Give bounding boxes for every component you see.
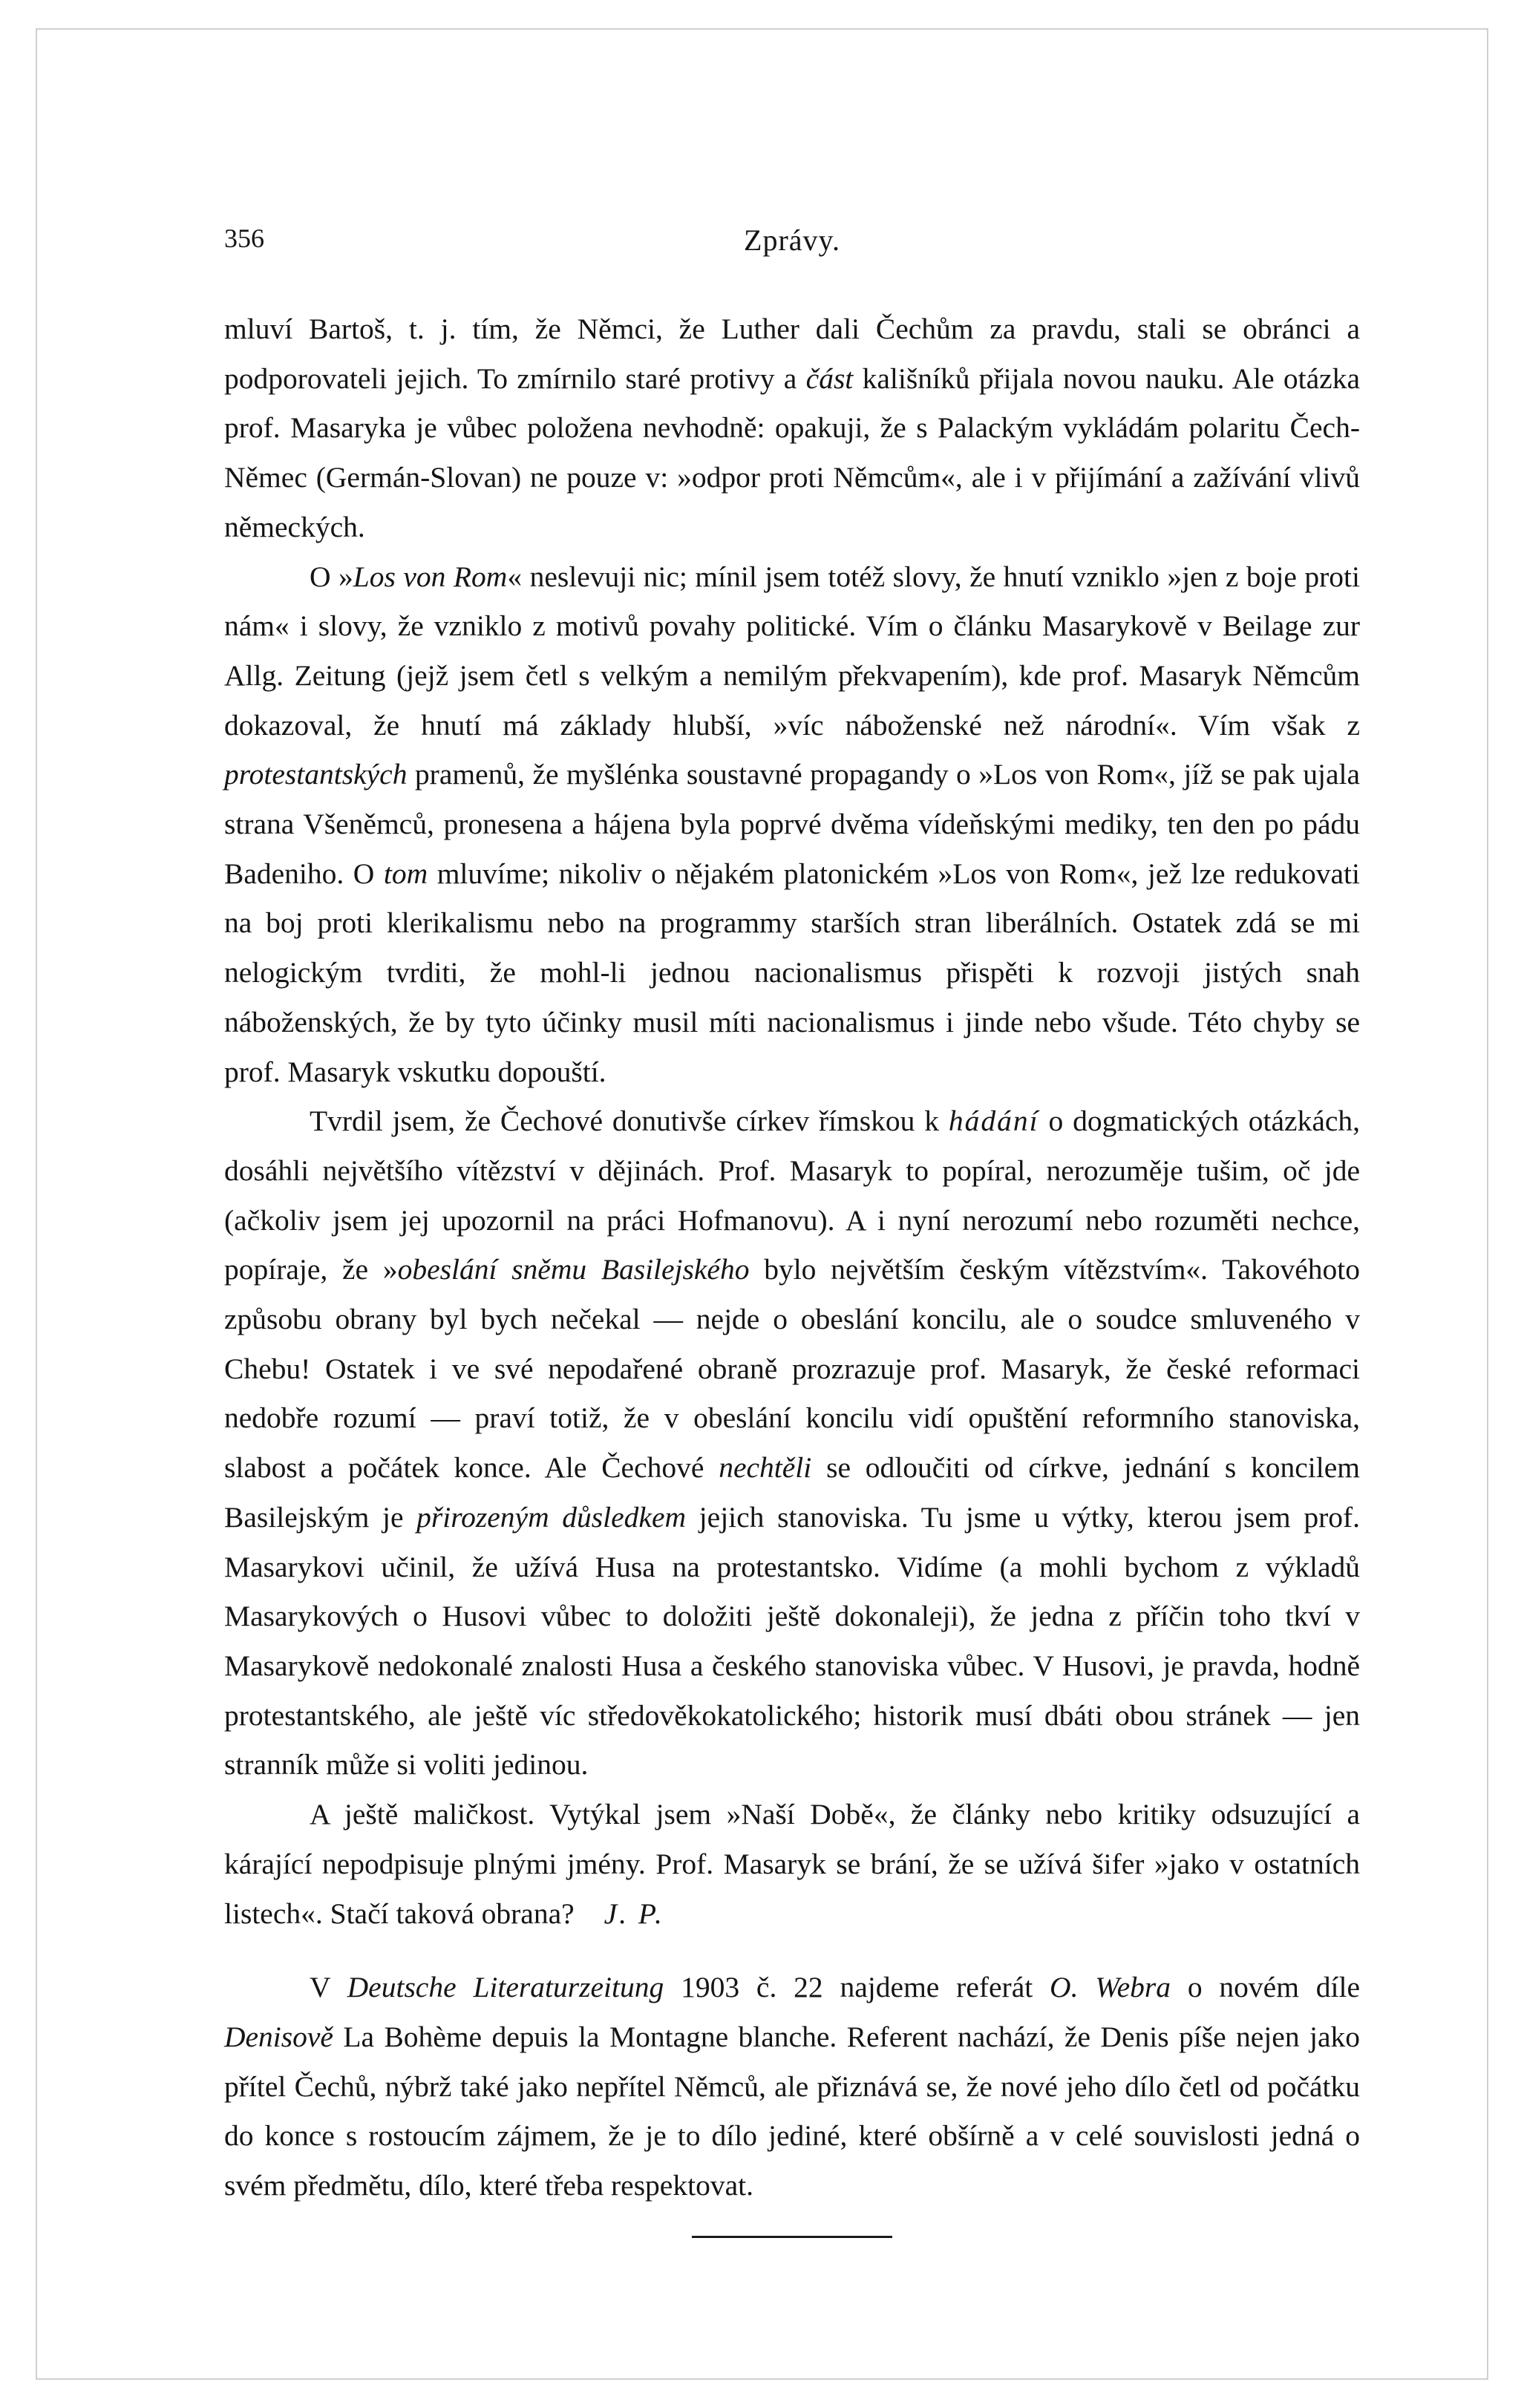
text-run: kališníků přijala novou nauku. Ale otázka prof. Masaryka je vůbec položena nevhodně: opakuji, že s Palackým vykládám polaritu Čech-Němec (Germán-Slovan) ne pouze v: »odpor proti Němcům«, ale i v přijímání a zažívání vlivů německých.: [224, 361, 1360, 543]
text-run: O »: [310, 560, 353, 593]
italic-text: Denisově: [224, 2020, 333, 2053]
paragraph-4: [224, 1790, 1360, 1938]
text-run: La Bohème depuis la Montagne blanche. Referent nachází, že Denis píše nejen jako přítel Čechů, nýbrž také jako nepřítel Němců, ale přiznává se, že nové jeho dílo četl od počátku do konce s rostoucím zájmem, že je to dílo jediné, které obšírně a v celé souvislosti jedná o svém předmětu, dílo, které třeba respektovat.: [224, 2020, 1360, 2202]
text-column: [224, 304, 1360, 2238]
text-run: pramenů, že myšlénka soustavné propagandy o »Los von Rom«, jíž se pak ujala strana Všeněmců, pronesena a hájena byla poprvé dvěma vídeňskými mediky, ten den po pádu Badeniho. O: [224, 758, 1360, 890]
italic-text: nechtěli: [719, 1451, 812, 1485]
text-run: « neslevuji nic; mínil jsem totéž slovy, že hnutí vzniklo »jen z boje proti nám« i slovy, že vzniklo z motivů povahy politické. Vím o článku Masarykově v Beilage zur Allg. Zeitung (jejž jsem četl s velkým a nemilým překvapením), kde prof. Masaryk Němcům dokazoval, že hnutí má základy hlubší, »víc náboženské než národní«. Vím však z: [224, 560, 1360, 742]
page-header: [224, 223, 1360, 267]
text-run: Tvrdil jsem, že Čechové donutivše církev římskou k: [310, 1105, 949, 1138]
text-run: o dogmatických otázkách, dosáhli největšího vítězství v dějinách. Prof. Masaryk to popíral, nerozuměje tušim, oč jde (ačkoliv jsem jej upozornil na práci Hofmanovu). A i nyní nerozumí nebo rozuměti nechce, popíraje, že »: [224, 1105, 1361, 1286]
italic-text: hádání: [948, 1105, 1039, 1138]
paragraph-3: [224, 1096, 1360, 1790]
text-run: V: [310, 1971, 347, 2004]
italic-text: O. Webra: [1050, 1971, 1171, 2004]
italic-text: protestantských: [224, 758, 408, 791]
paragraph-2: [224, 552, 1360, 1097]
text-run: A ještě maličkost. Vytýkal jsem »Naší Době«, že články nebo kritiky odsuzující a kárající nepodpisuje plnými jmény. Prof. Masaryk se brání, že se užívá šifer »jako v ostatních listech«. Stačí taková obrana?: [224, 1798, 1360, 1930]
section-divider: [692, 2236, 892, 2238]
page-number: 356: [224, 223, 264, 253]
italic-text: tom: [383, 857, 428, 890]
text-run: mluví Bartoš, t. j. tím, že Němci, že Luther dali Čechům za pravdu, stali se obránci a podporovateli jejich. To zmírnilo staré protivy a: [224, 313, 1360, 395]
italic-text: obeslání sněmu Basilejského: [397, 1253, 750, 1286]
text-run: se odloučiti od církve, jednání s koncilem Basilejským je: [224, 1451, 1360, 1534]
paragraph-5: [224, 1963, 1360, 2211]
paragraph-1: [224, 304, 1360, 552]
italic-text: Los von Rom: [353, 560, 508, 593]
italic-text: část: [805, 361, 854, 395]
italic-text: přirozeným důsledkem: [416, 1500, 687, 1534]
running-title: Zprávy.: [744, 223, 840, 257]
text-run: o novém díle: [1170, 1971, 1360, 2004]
text-run: mluvíme; nikoliv o nějakém platonickém »Los von Rom«, jež lze redukovati na boj proti klerikalismu nebo na programmy starších stran liberálních. Ostatek zdá se mi nelogickým tvrditi, že mohl-li jednou nacionalismus přispěti k rozvoji jistých snah náboženských, že by tyto účinky musil míti nacionalismus i jinde nebo všude. Této chyby se prof. Masaryk vskutku dopouští.: [224, 857, 1360, 1088]
text-run: 1903 č. 22 najdeme referát: [664, 1971, 1050, 2004]
author-signature: J. P.: [604, 1897, 664, 1930]
text-run: bylo největším českým vítězstvím«. Takovéhoto způsobu obrany byl bych nečekal — nejde o obeslání koncilu, ale o soudce smluveného v Chebu! Ostatek i ve své nepodařené obraně prozrazuje prof. Masaryk, že české reformaci nedobře rozumí — praví totiž, že v obeslání koncilu vidí opuštění reformního stanoviska, slabost a počátek konce. Ale Čechové: [224, 1253, 1360, 1485]
italic-text: Deutsche Literaturzeitung: [347, 1971, 664, 2004]
text-run: jejich stanoviska. Tu jsme u výtky, kterou jsem prof. Masarykovi učinil, že užívá Husa na protestantsko. Vidíme (a mohli bychom z výkladů Masarykových o Husovi vůbec to doložiti ještě dokonaleji), že jedna z příčin toho tkví v Masarykově nedokonalé znalosti Husa a českého stanoviska vůbec. V Husovi, je pravda, hodně protestantského, ale ještě víc středověkokatolického; historik musí dbáti obou stránek — jen stranník může si voliti jedinou.: [224, 1500, 1361, 1782]
